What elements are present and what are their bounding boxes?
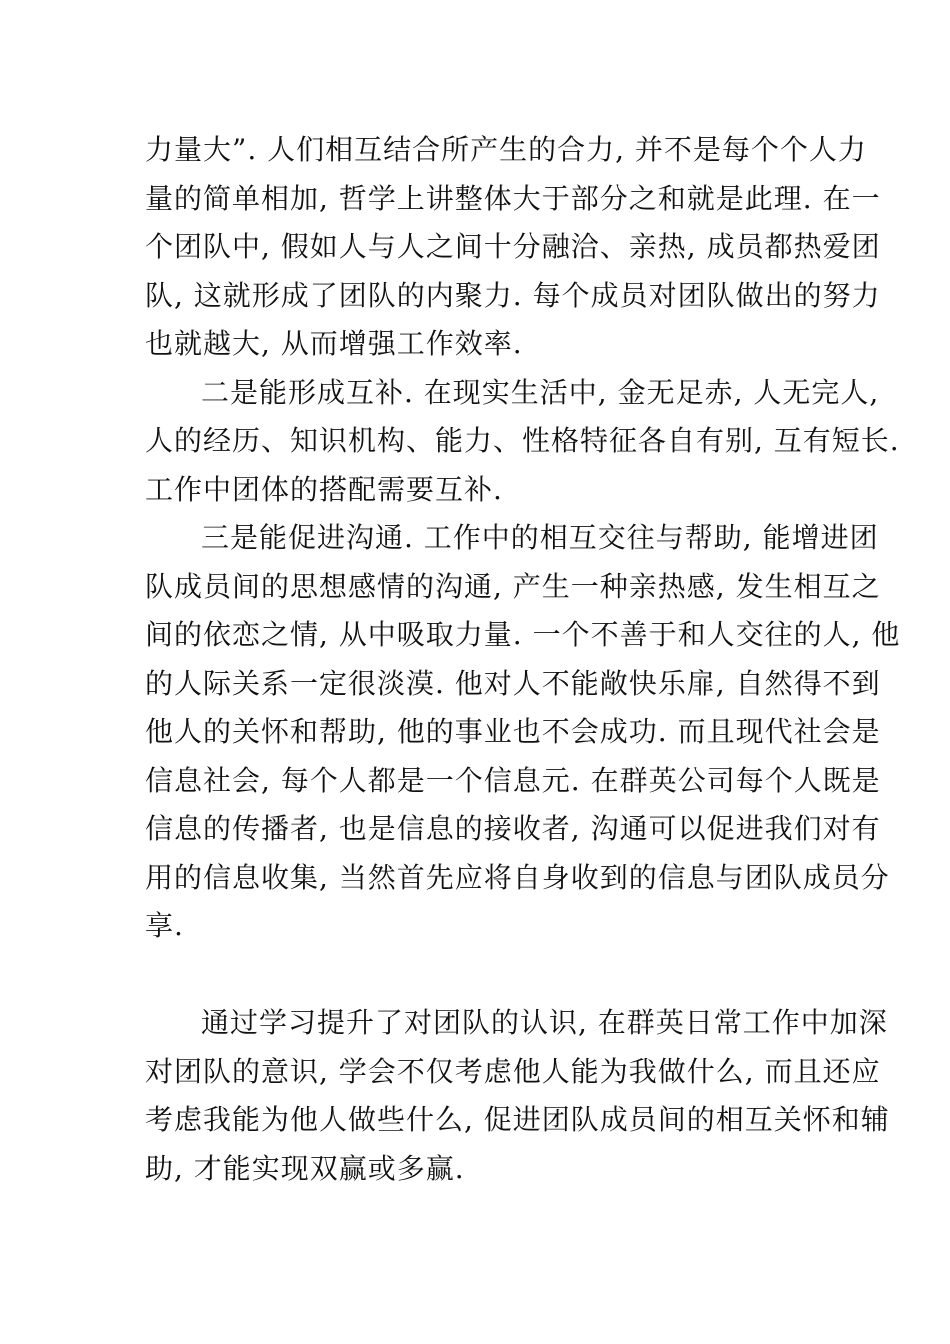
text-line: 的人际关系一定很淡漠. 他对人不能敞快乐扉, 自然得不到 (145, 666, 881, 700)
text-line: 队, 这就形成了团队的内聚力. 每个成员对团队做出的努力 (145, 278, 881, 312)
paragraph-communication (145, 514, 901, 951)
text-line: 个团队中, 假如人与人之间十分融洽、亲热, 成员都热爱团 (145, 230, 881, 263)
text-line: 信息的传播者, 也是信息的接收者, 沟通可以促进我们对有 (145, 812, 881, 845)
text-line: 人的经历、知识机构、能力、性格特征各自有别, 互有短长. (145, 424, 900, 457)
text-line: 工作中团体的搭配需要互补. (145, 472, 503, 506)
document-body (145, 126, 901, 1193)
text-line: 用的信息收集, 当然首先应将自身收到的信息与团队成员分 (145, 860, 890, 894)
text-line: 二是能形成互补. 在现实生活中, 金无足赤, 人无完人, (201, 375, 880, 409)
text-line: 力量大”. 人们相互结合所产生的合力, 并不是每个个人力 (145, 133, 867, 166)
text-line: 通过学习提升了对团队的认识, 在群英日常工作中加深 (201, 1006, 888, 1039)
text-line: 对团队的意识, 学会不仅考虑他人能为我做什么, 而且还应 (145, 1054, 881, 1088)
text-line: 考虑我能为他人做些什么, 促进团队成员间的相互关怀和辅 (145, 1103, 890, 1136)
text-line: 量的简单相加, 哲学上讲整体大于部分之和就是此理. 在一 (145, 181, 881, 215)
text-line: 助, 才能实现双赢或多赢. (145, 1151, 465, 1185)
text-line: 间的依恋之情, 从中吸取力量. 一个不善于和人交往的人, 他 (145, 618, 901, 651)
text-line: 信息社会, 每个人都是一个信息元. 在群英公司每个人既是 (145, 763, 881, 797)
text-line: 队成员间的思想感情的沟通, 产生一种亲热感, 发生相互之 (145, 569, 881, 603)
paragraph-cohesion-continued (145, 126, 881, 369)
text-line: 他人的关怀和帮助, 他的事业也不会成功. 而且现代社会是 (145, 715, 881, 748)
paragraph-complement (145, 369, 900, 515)
text-line: 三是能促进沟通. 工作中的相互交往与帮助, 能增进团 (201, 521, 879, 554)
text-line: 享. (145, 909, 184, 942)
text-line: 也就越大, 从而增强工作效率. (145, 327, 523, 360)
paragraph-conclusion (145, 999, 890, 1193)
paragraph-spacer (145, 951, 815, 1000)
